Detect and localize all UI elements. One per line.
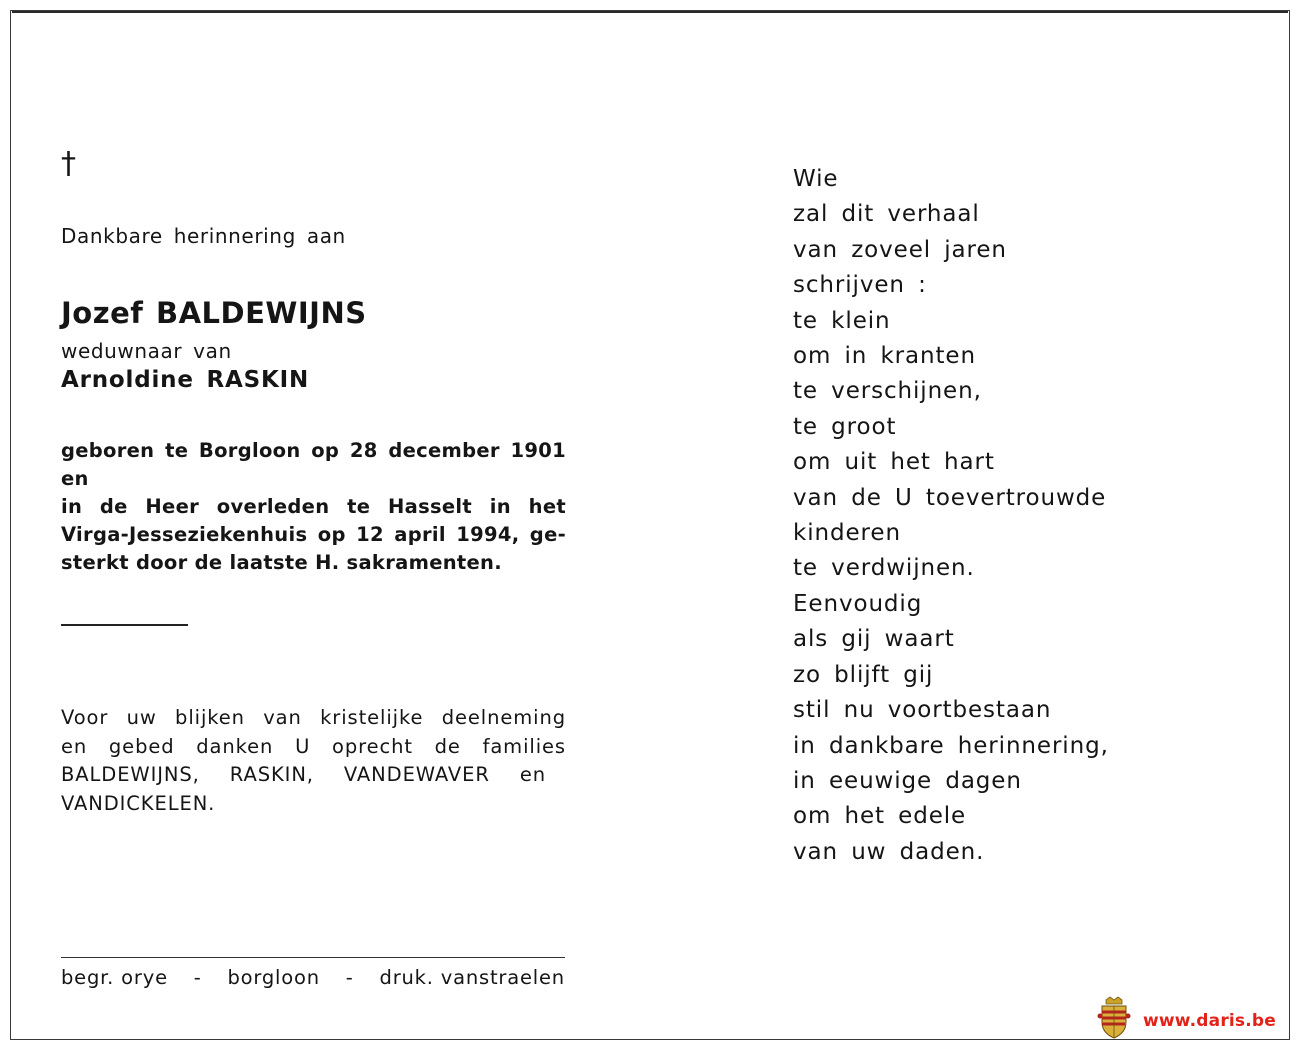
footer-divider <box>61 957 565 958</box>
footer-printer: druk. vanstraelen <box>379 966 565 989</box>
thanks-line: Voor uw blijken van kristelijke deelneming <box>61 706 566 729</box>
thanks-paragraph <box>61 704 566 818</box>
poem-line: om het edele <box>793 803 967 830</box>
printer-footer <box>61 966 565 989</box>
watermark-link[interactable]: www.daris.be <box>1143 1011 1277 1031</box>
poem-line: in eeuwige dagen <box>793 767 1022 794</box>
footer-separator: - <box>193 966 202 989</box>
poem-line: te klein <box>793 307 891 334</box>
poem-line: schrijven : <box>793 272 927 299</box>
thanks-line: BALDEWIJNS, RASKIN, VANDEWAVER en <box>61 763 546 786</box>
left-panel <box>61 0 566 1050</box>
poem-line: zal dit verhaal <box>793 201 980 228</box>
cross-icon: † <box>61 146 76 181</box>
coat-of-arms-icon <box>1097 996 1131 1040</box>
poem-line: in dankbare herinnering, <box>793 732 1109 759</box>
bio-line: Virga-Jesseziekenhuis op 12 april 1994, ge- <box>61 523 566 546</box>
deceased-name: Jozef BALDEWIJNS <box>61 296 367 330</box>
poem-line: zo blijft gij <box>793 661 934 688</box>
poem-line: kinderen <box>793 520 901 547</box>
relation-text: weduwnaar van <box>61 339 232 363</box>
poem <box>793 162 1109 870</box>
poem-line: van uw daden. <box>793 838 985 865</box>
poem-line: te groot <box>793 413 897 440</box>
biography-paragraph <box>61 437 566 577</box>
thanks-line: VANDICKELEN. <box>61 791 216 815</box>
poem-line: om in kranten <box>793 343 976 370</box>
poem-line: Eenvoudig <box>793 590 923 617</box>
thanks-line: en gebed danken U oprecht de families <box>61 734 566 758</box>
short-divider <box>61 624 188 626</box>
bio-line: in de Heer overleden te Hasselt in het <box>61 495 566 518</box>
bio-line: sterkt door de laatste H. sakramenten. <box>61 551 502 574</box>
poem-line: te verdwijnen. <box>793 555 975 582</box>
intro-text: Dankbare herinnering aan <box>61 224 346 248</box>
poem-line: om uit het hart <box>793 449 995 476</box>
bio-line: geboren te Borgloon op 28 december 1901 en <box>61 439 566 490</box>
poem-line: als gij waart <box>793 626 955 653</box>
spouse-name: Arnoldine RASKIN <box>61 367 310 393</box>
poem-line: te verschijnen, <box>793 378 982 405</box>
poem-line: van de U toevertrouwde <box>793 484 1107 511</box>
footer-town: borgloon <box>227 966 320 989</box>
poem-line: stil nu voortbestaan <box>793 697 1052 724</box>
footer-undertaker: begr. orye <box>61 966 168 989</box>
poem-line: van zoveel jaren <box>793 236 1007 263</box>
poem-line: Wie <box>793 166 839 192</box>
footer-separator: - <box>345 966 354 989</box>
